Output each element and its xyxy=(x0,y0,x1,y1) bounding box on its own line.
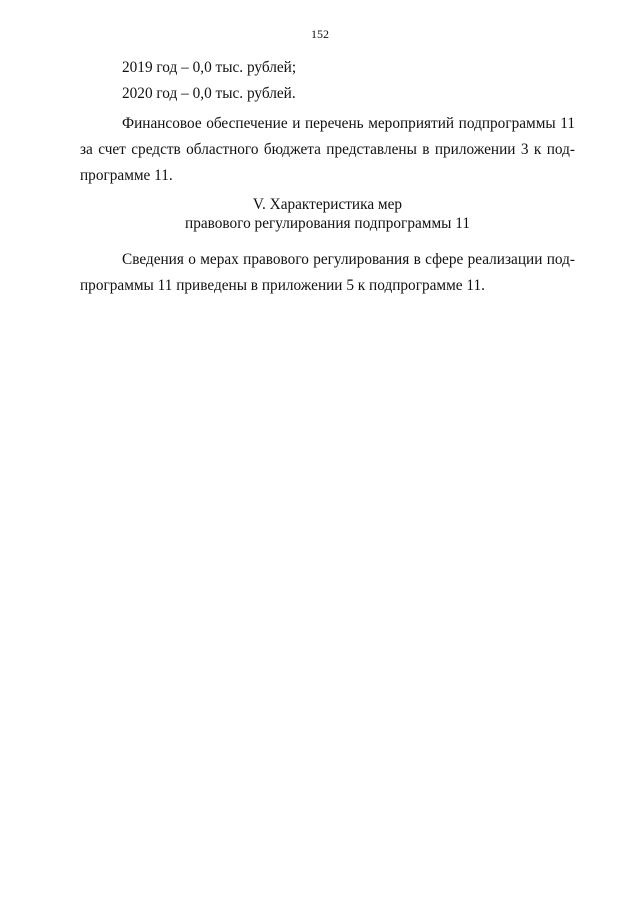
section-heading xyxy=(80,195,575,233)
section-heading-line-1: V. Характеристика мер xyxy=(252,196,403,213)
finance-paragraph-line-3: программе 11. xyxy=(80,167,173,184)
finance-paragraph xyxy=(80,111,575,189)
page-number: 152 xyxy=(311,27,329,41)
page-content xyxy=(80,55,575,299)
budget-line-2019: 2019 год – 0,0 тыс. рублей; xyxy=(122,59,297,76)
finance-paragraph-line-2: за счет средств областного бюджета представлены в приложении 3 к под- xyxy=(80,141,575,158)
budget-line-2020: 2020 год – 0,0 тыс. рублей. xyxy=(122,85,296,102)
legal-paragraph-line-1: Сведения о мерах правового регулирования в сфере реализации под- xyxy=(122,251,575,268)
legal-paragraph xyxy=(80,247,575,299)
finance-paragraph-line-1: Финансовое обеспечение и перечень мероприятий подпрограммы 11 xyxy=(122,115,575,132)
legal-paragraph-line-2: программы 11 приведены в приложении 5 к подпрограмме 11. xyxy=(80,277,485,294)
section-heading-line-2: правового регулирования подпрограммы 11 xyxy=(185,215,470,232)
